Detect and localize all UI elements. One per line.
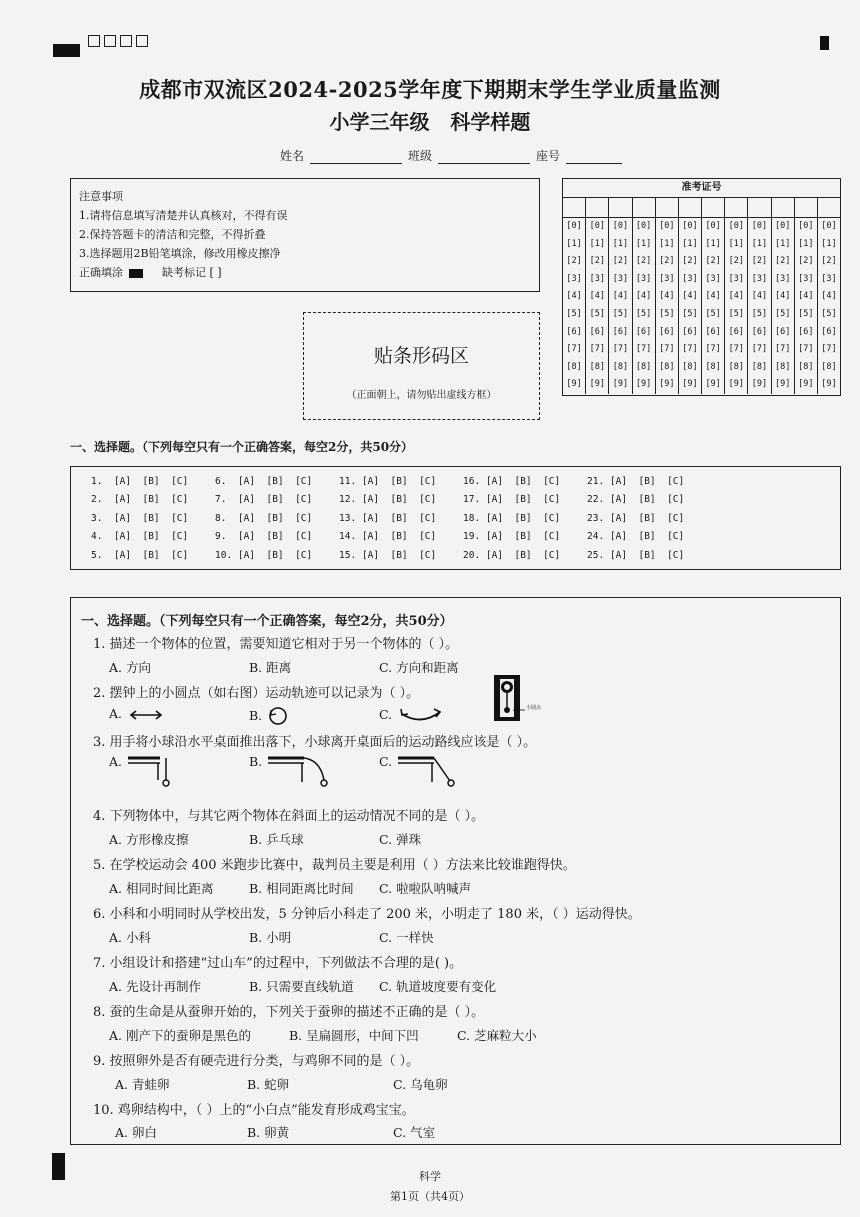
digit-bubble[interactable]: [9] [774,379,791,390]
digit-bubble[interactable]: [7] [612,344,629,355]
question-1-options [109,658,459,676]
digit-bubble[interactable]: [2] [612,256,629,267]
question-9-options [115,1075,448,1093]
filled-bubble-icon [129,269,143,278]
admission-digit-column [609,218,632,394]
digit-bubble[interactable]: [8] [774,361,791,372]
digit-bubble[interactable]: [1] [728,238,744,249]
seat-field[interactable] [566,151,622,164]
footer-subject: 科学 [419,1170,441,1183]
option-c: C. 弹珠 [379,832,422,847]
question-4: 4. 下列物体中，与其它两个物体在斜面上的运动情况不同的是（ ）。 [93,809,485,824]
digit-bubble[interactable]: [5] [612,308,629,319]
digit-bubble[interactable]: [4] [635,291,652,302]
digit-bubble[interactable]: [5] [635,308,652,319]
digit-bubble[interactable]: [8] [728,361,744,372]
admission-write-cell[interactable] [563,198,586,218]
admission-write-cell[interactable] [633,198,656,218]
answer-row[interactable]: 4. [A] [B] [C] [91,531,189,543]
answer-row[interactable]: 19. [A] [B] [C] [463,531,561,543]
digit-bubble[interactable]: [4] [728,291,744,302]
option-c: C. 方向和距离 [379,660,459,675]
answer-row[interactable]: 6. [A] [B] [C] [215,476,313,487]
digit-bubble[interactable]: [6] [751,326,768,337]
digit-bubble[interactable]: [9] [821,379,837,390]
digit-bubble[interactable]: [1] [774,238,791,249]
digit-bubble[interactable]: [4] [774,291,791,302]
digit-bubble[interactable]: [6] [612,326,629,337]
digit-bubble[interactable]: [3] [821,273,837,284]
digit-bubble[interactable]: [6] [728,326,744,337]
barcode-area [303,312,540,420]
digit-bubble[interactable]: [0] [751,221,768,231]
digit-bubble[interactable]: [3] [774,273,791,284]
option-a-label: A. [109,754,123,769]
admission-digit-column [725,218,748,394]
digit-bubble[interactable]: [3] [798,273,814,284]
digit-bubble[interactable]: [8] [798,361,814,372]
digit-bubble[interactable]: [3] [589,273,605,284]
option-b-label: B. [249,754,263,769]
admission-digit-column [702,218,725,394]
exam-title: 成都市双流区2024-2025学年度下期期末学生学业质量监测 [139,77,721,102]
digit-bubble[interactable]: [7] [659,344,675,355]
digit-bubble[interactable]: [4] [798,291,814,302]
question-5-options [109,879,471,897]
answer-row[interactable]: 11. [A] [B] [C] [339,476,437,487]
correct-fill-label: 正确填涂 [79,266,123,279]
admission-heading: 准考证号 [563,179,840,198]
digit-bubble[interactable]: [5] [705,308,721,319]
student-info-line [280,147,622,164]
option-a: A. 先设计再制作 [109,979,201,994]
admission-number-grid [562,178,841,396]
digit-bubble[interactable]: [8] [612,361,629,372]
option-b: B. 只需要直线轨道 [249,979,354,994]
clock-dot-label: 小圆点 [526,705,542,711]
answer-column [215,473,339,569]
code-box [88,35,100,47]
digit-bubble[interactable]: [9] [728,379,744,390]
digit-bubble[interactable]: [2] [705,256,721,267]
digit-bubble[interactable]: [7] [635,344,652,355]
admission-write-cell[interactable] [818,198,840,218]
digit-bubble[interactable]: [2] [728,256,744,267]
digit-bubble[interactable]: [2] [798,256,814,267]
admission-write-cell[interactable] [679,198,702,218]
admission-digit-column [772,218,795,394]
digit-bubble[interactable]: [1] [751,238,768,249]
pendulum-clock-image [491,673,563,727]
admission-digit-column [795,218,818,394]
code-boxes [88,32,152,51]
digit-bubble[interactable]: [7] [566,344,582,355]
code-box [120,35,132,47]
digit-bubble[interactable]: [0] [705,221,721,231]
digit-bubble[interactable]: [6] [821,326,837,337]
answer-column [463,473,587,569]
option-c [379,706,444,726]
answer-bubble-sheet [70,466,841,570]
digit-bubble[interactable]: [4] [566,291,582,302]
digit-bubble[interactable]: [1] [705,238,721,249]
digit-bubble[interactable]: [8] [659,361,675,372]
digit-bubble[interactable]: [8] [682,361,698,372]
barcode-label: 贴条形码区 [373,345,469,367]
digit-bubble[interactable]: [0] [612,221,629,231]
digit-bubble[interactable]: [9] [705,379,721,390]
question-2: 2. 摆钟上的小圆点（如右图）运动轨迹可以记录为（ ）。 [93,686,420,701]
digit-bubble[interactable]: [1] [635,238,652,249]
digit-bubble[interactable]: [2] [774,256,791,267]
digit-bubble[interactable]: [5] [659,308,675,319]
digit-bubble[interactable]: [5] [728,308,744,319]
notice-item: 3.选择题用2B铅笔填涂，修改用橡皮擦净 [79,247,281,260]
digit-bubble[interactable]: [8] [589,361,605,372]
digit-bubble[interactable]: [5] [566,308,582,319]
answer-row[interactable]: 22. [A] [B] [C] [587,494,685,506]
answer-section-heading: 一、选择题。（下列每空只有一个正确答案，每空2分，共50分） [70,440,414,454]
option-a [109,754,249,788]
option-c-label: C. [379,754,393,769]
diagonal-path-icon [396,754,456,788]
circle-path-icon [268,706,288,726]
question-10-options [115,1123,435,1141]
barcode-hint: （正面朝上，请勿贴出虚线方框） [346,390,497,401]
option-c: C. 气室 [393,1125,436,1140]
digit-bubble[interactable]: [8] [635,361,652,372]
digit-bubble[interactable]: [0] [635,221,652,231]
answer-row[interactable]: 3. [A] [B] [C] [91,512,189,524]
digit-bubble[interactable]: [9] [751,379,768,390]
digit-bubble[interactable]: [2] [566,256,582,267]
digit-bubble[interactable]: [6] [798,326,814,337]
digit-bubble[interactable]: [8] [821,361,837,372]
digit-bubble[interactable]: [7] [682,344,698,355]
option-a: A. 方向 [109,660,151,675]
option-c: C. 一样快 [379,930,434,945]
digit-bubble[interactable]: [6] [682,326,698,337]
admission-digit-column [748,218,771,394]
option-a: A. 卵白 [115,1125,157,1140]
digit-bubble[interactable]: [8] [705,361,721,372]
digit-bubble[interactable]: [9] [798,379,814,390]
class-label: 班级 [408,149,433,163]
digit-bubble[interactable]: [3] [612,273,629,284]
question-10: 10. 鸡卵结构中，（ ）上的“小白点”能发育形成鸡宝宝。 [93,1103,415,1118]
digit-bubble[interactable]: [2] [682,256,698,267]
question-2-options [109,706,444,726]
question-8-options [109,1026,537,1044]
notice-item: 1.请将信息填写清楚并认真核对，不得有误 [79,209,288,222]
admission-write-cell[interactable] [609,198,632,218]
question-1: 1. 描述一个物体的位置，需要知道它相对于另一个物体的（ ）。 [93,637,459,652]
digit-bubble[interactable]: [3] [751,273,768,284]
option-b [249,706,379,726]
digit-bubble[interactable]: [0] [798,221,814,231]
digit-bubble[interactable]: [6] [635,326,652,337]
answer-row[interactable]: 20. [A] [B] [C] [463,549,561,561]
answer-row[interactable]: 15. [A] [B] [C] [339,549,437,561]
option-a: A. 方形橡皮擦 [109,832,189,847]
digit-bubble[interactable]: [3] [728,273,744,284]
digit-bubble[interactable]: [1] [798,238,814,249]
option-a: A. 相同时间比距离 [109,881,214,896]
option-c [379,754,456,788]
question-9: 9. 按照卵外是否有硬壳进行分类，与鸡卵不同的是（ ）。 [93,1054,420,1069]
digit-bubble[interactable]: [7] [751,344,768,355]
option-b: B. 距离 [249,660,292,675]
digit-bubble[interactable]: [1] [682,238,698,249]
digit-bubble[interactable]: [1] [821,238,837,249]
question-4-options [109,830,421,848]
answer-row[interactable]: 1. [A] [B] [C] [91,476,189,487]
fill-example-row [79,263,531,282]
admission-write-row [563,198,840,218]
option-b [249,754,379,788]
arc-arrow-icon [398,706,444,724]
answer-row[interactable]: 5. [A] [B] [C] [91,549,189,561]
digit-bubble[interactable]: [4] [659,291,675,302]
answer-column [339,473,463,569]
digit-bubble[interactable]: [5] [774,308,791,319]
digit-bubble[interactable]: [4] [682,291,698,302]
digit-bubble[interactable]: [7] [705,344,721,355]
question-box [70,597,841,1145]
question-6: 6. 小科和小明同时从学校出发，5 分钟后小科走了 200 米，小明走了 180 米，（ ）运动得快。 [93,907,641,922]
digit-bubble[interactable]: [0] [589,221,605,231]
digit-bubble[interactable]: [2] [751,256,768,267]
notice-heading: 注意事项 [79,190,123,203]
answer-row[interactable]: 21. [A] [B] [C] [587,476,685,487]
digit-bubble[interactable]: [1] [659,238,675,249]
question-3: 3. 用手将小球沿水平桌面推出落下，小球离开桌面后的运动路线应该是（ ）。 [93,735,537,750]
curved-path-icon [266,754,328,788]
digit-bubble[interactable]: [0] [821,221,837,231]
footer-page-number: 第1页（共4页） [390,1190,470,1203]
question-7: 7. 小组设计和搭建“过山车”的过程中，下列做法不合理的是( )。 [93,956,463,971]
digit-bubble[interactable]: [1] [589,238,605,249]
admission-write-cell[interactable] [795,198,818,218]
option-b: B. 蛇卵 [247,1077,290,1092]
answer-row[interactable]: 18. [A] [B] [C] [463,512,561,524]
notice-item: 2.保持答题卡的清洁和完整，不得折叠 [79,228,266,241]
digit-bubble[interactable]: [2] [821,256,837,267]
admission-write-cell[interactable] [772,198,795,218]
digit-bubble[interactable]: [7] [798,344,814,355]
answer-row[interactable]: 2. [A] [B] [C] [91,494,189,506]
absent-mark-label: 缺考标记 [ ] [161,266,222,279]
digit-bubble[interactable]: [5] [682,308,698,319]
answer-row[interactable]: 7. [A] [B] [C] [215,494,313,506]
option-a [109,706,249,726]
option-c: C. 乌龟卵 [393,1077,448,1092]
seat-label: 座号 [536,149,561,163]
admission-write-cell[interactable] [656,198,679,218]
notice-box [70,178,540,292]
digit-bubble[interactable]: [9] [659,379,675,390]
digit-bubble[interactable]: [9] [589,379,605,390]
digit-bubble[interactable]: [5] [751,308,768,319]
option-b: B. 呈扁圆形，中间下凹 [289,1028,419,1043]
digit-bubble[interactable]: [4] [589,291,605,302]
admission-write-cell[interactable] [586,198,609,218]
admission-write-cell[interactable] [725,198,748,218]
straight-drop-path-icon [126,754,172,788]
digit-bubble[interactable]: [7] [774,344,791,355]
answer-row[interactable]: 14. [A] [B] [C] [339,531,437,543]
answer-row[interactable]: 23. [A] [B] [C] [587,512,685,524]
digit-bubble[interactable]: [3] [705,273,721,284]
digit-bubble[interactable]: [2] [589,256,605,267]
digit-bubble[interactable]: [5] [589,308,605,319]
admission-bubbles [563,218,840,394]
name-field[interactable] [310,151,402,164]
option-b: B. 相同距离比时间 [249,881,354,896]
name-label: 姓名 [280,149,305,163]
digit-bubble[interactable]: [9] [635,379,652,390]
corner-mark-top-right [820,36,829,50]
digit-bubble[interactable]: [4] [751,291,768,302]
answer-row[interactable]: 12. [A] [B] [C] [339,494,437,506]
option-c-label: C. [379,706,393,722]
digit-bubble[interactable]: [3] [635,273,652,284]
answer-row[interactable]: 24. [A] [B] [C] [587,531,685,543]
digit-bubble[interactable]: [0] [659,221,675,231]
answer-column [91,473,215,569]
digit-bubble[interactable]: [7] [728,344,744,355]
double-arrow-icon [128,709,164,721]
option-b: B. 小明 [249,930,292,945]
digit-bubble[interactable]: [7] [589,344,605,355]
digit-bubble[interactable]: [0] [566,221,582,231]
exam-subtitle: 小学三年级 科学样题 [329,110,531,134]
answer-row[interactable]: 25. [A] [B] [C] [587,549,685,561]
admission-digit-column [818,218,840,394]
digit-bubble[interactable]: [6] [589,326,605,337]
digit-bubble[interactable]: [7] [821,344,837,355]
answer-row[interactable]: 17. [A] [B] [C] [463,494,561,506]
questions-heading: 一、选择题。（下列每空只有一个正确答案，每空2分，共50分） [81,614,453,629]
digit-bubble[interactable]: [1] [612,238,629,249]
class-field[interactable] [438,151,530,164]
question-7-options [109,977,496,995]
digit-bubble[interactable]: [8] [566,361,582,372]
digit-bubble[interactable]: [8] [751,361,768,372]
option-a-label: A. [109,706,123,721]
digit-bubble[interactable]: [2] [635,256,652,267]
digit-bubble[interactable]: [0] [728,221,744,231]
option-c: C. 芝麻粒大小 [457,1028,537,1043]
admission-write-cell[interactable] [748,198,771,218]
code-box [136,35,148,47]
digit-bubble[interactable]: [3] [682,273,698,284]
answer-column [587,473,711,569]
admission-write-cell[interactable] [702,198,725,218]
option-b-label: B. [249,707,263,723]
question-8: 8. 蚕的生命是从蚕卵开始的，下列关于蚕卵的描述不正确的是（ ）。 [93,1005,485,1020]
answer-row[interactable]: 9. [A] [B] [C] [215,531,313,543]
digit-bubble[interactable]: [9] [566,379,582,390]
option-c: C. 啦啦队呐喊声 [379,881,472,896]
digit-bubble[interactable]: [6] [774,326,791,337]
digit-bubble[interactable]: [0] [774,221,791,231]
admission-digit-column [633,218,656,394]
question-5: 5. 在学校运动会 400 米跑步比赛中，裁判员主要是利用（ ）方法来比较谁跑得快。 [93,858,576,873]
option-a: A. 小科 [109,930,151,945]
digit-bubble[interactable]: [6] [566,326,582,337]
answer-row[interactable]: 10. [A] [B] [C] [215,549,313,561]
code-box [104,35,116,47]
answer-row[interactable]: 8. [A] [B] [C] [215,512,313,524]
option-a: A. 青蛙卵 [115,1077,170,1092]
admission-digit-column [563,218,586,394]
admission-digit-column [656,218,679,394]
corner-mark-top-left [53,44,80,57]
digit-bubble[interactable]: [4] [705,291,721,302]
digit-bubble[interactable]: [5] [798,308,814,319]
question-3-options [109,754,456,788]
digit-bubble[interactable]: [9] [682,379,698,390]
digit-bubble[interactable]: [4] [612,291,629,302]
digit-bubble[interactable]: [4] [821,291,837,302]
digit-bubble[interactable]: [5] [821,308,837,319]
option-c: C. 轨道坡度要有变化 [379,979,497,994]
question-6-options [109,928,434,946]
option-a: A. 刚产下的蚕卵是黑色的 [109,1028,251,1043]
digit-bubble[interactable]: [9] [612,379,629,390]
digit-bubble[interactable]: [3] [659,273,675,284]
answer-row[interactable]: 16. [A] [B] [C] [463,476,561,487]
digit-bubble[interactable]: [0] [682,221,698,231]
digit-bubble[interactable]: [1] [566,238,582,249]
digit-bubble[interactable]: [6] [705,326,721,337]
admission-digit-column [679,218,702,394]
digit-bubble[interactable]: [6] [659,326,675,337]
answer-row[interactable]: 13. [A] [B] [C] [339,512,437,524]
digit-bubble[interactable]: [3] [566,273,582,284]
admission-digit-column [586,218,609,394]
option-b: B. 乒乓球 [249,832,304,847]
digit-bubble[interactable]: [2] [659,256,675,267]
option-b: B. 卵黄 [247,1125,290,1140]
